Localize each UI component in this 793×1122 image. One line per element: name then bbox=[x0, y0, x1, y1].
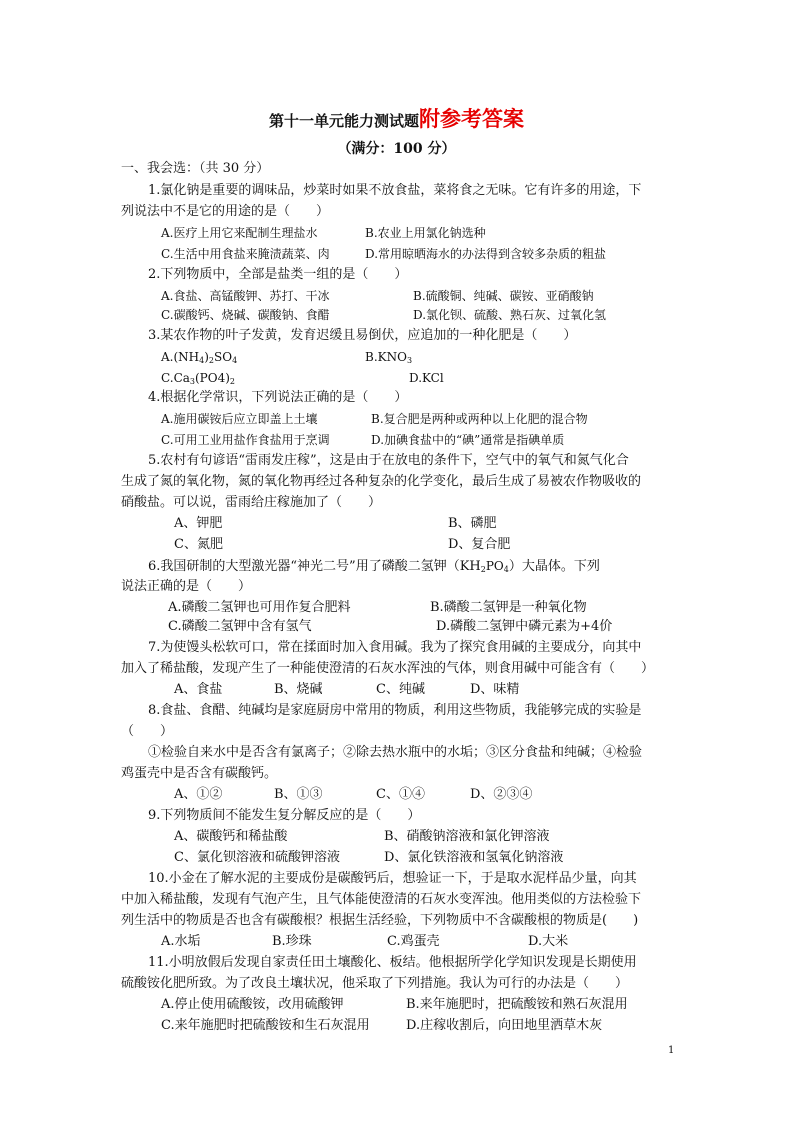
q3-option-d: D.KCl bbox=[409, 371, 444, 385]
q4-option-d: D.加碘食盐中的“碘”通常是指碘单质 bbox=[371, 433, 565, 447]
q11-stem-line2: 硫酸铵化肥所致。为了改良土壤状况，他采取了下列措施。我认为可行的办法是（ ） bbox=[121, 976, 629, 991]
q8-option-d: D、②③④ bbox=[470, 787, 533, 802]
q11-option-b: B.来年施肥时，把硫酸铵和熟石灰混用 bbox=[406, 997, 628, 1012]
title-highlight: 附参考答案 bbox=[419, 106, 524, 131]
q9-option-b: B、硝酸钠溶液和氯化钾溶液 bbox=[384, 829, 550, 844]
q10-stem-line1: 10.小金在了解水泥的主要成份是碳酸钙后，想验证一下，于是取水泥样品少量，向其 bbox=[148, 871, 637, 886]
q10-option-c: C.鸡蛋壳 bbox=[387, 934, 440, 949]
q6-option-c: C.磷酸二氢钾中含有氢气 bbox=[168, 619, 312, 634]
q8-items-line2: 鸡蛋壳中是否含有碳酸钙。 bbox=[121, 766, 278, 781]
title-main: 第十一单元能力测试题 bbox=[268, 112, 419, 130]
q4-option-c: C.可用工业用盐作食盐用于烹调 bbox=[161, 433, 330, 447]
q6-option-b: B.磷酸二氢钾是一种氧化物 bbox=[430, 600, 587, 615]
q3-stem: 3.某农作物的叶子发黄，发育迟缓且易倒伏，应追加的一种化肥是（ ） bbox=[148, 328, 577, 343]
q9-option-c: C、氯化钡溶液和硫酸钾溶液 bbox=[174, 850, 340, 865]
q3-option-c: $C.Ca_3(PO4)_2$ bbox=[161, 371, 236, 386]
q1-stem-line1: 1.氯化钠是重要的调味品，炒菜时如果不放食盐，菜将食之无味。它有许多的用途，下 bbox=[148, 183, 642, 198]
q11-option-a: A.停止使用硫酸铵，改用硫酸钾 bbox=[161, 997, 344, 1012]
q11-option-c: C.来年施肥时把硫酸铵和生石灰混用 bbox=[161, 1018, 370, 1033]
q3-option-b: $B.KNO_3$ bbox=[365, 350, 413, 365]
q3-option-a: $A.(NH_4)_2SO_4$ bbox=[161, 350, 238, 365]
q1-option-d: D.常用晾晒海水的办法得到含较多杂质的粗盐 bbox=[365, 247, 607, 261]
q4-option-a: A.施用碳铵后应立即盖上土壤 bbox=[161, 412, 318, 426]
q9-stem: 9.下列物质间不能发生复分解反应的是（ ） bbox=[148, 808, 421, 823]
q2-option-d: D.氯化钡、硫酸、熟石灰、过氧化氢 bbox=[413, 308, 607, 322]
q1-option-a: A.医疗上用它来配制生理盐水 bbox=[161, 226, 318, 240]
q9-option-a: A、碳酸钙和稀盐酸 bbox=[174, 829, 288, 844]
q11-stem-line1: 11.小明放假后发现自家责任田土壤酸化、板结。他根据所学化学知识发现是长期使用 bbox=[148, 955, 637, 970]
q7-option-a: A、食盐 bbox=[174, 682, 223, 697]
q5-stem-line3: 硝酸盐。可以说，雷雨给庄稼施加了（ ） bbox=[121, 495, 382, 510]
section-heading: 一、我会选：（共 30 分） bbox=[121, 161, 270, 176]
q1-option-b: B.农业上用氯化钠选种 bbox=[365, 226, 486, 240]
q8-option-b: B、①③ bbox=[274, 787, 323, 802]
q9-option-d: D、氯化铁溶液和氢氧化钠溶液 bbox=[384, 850, 564, 865]
q2-stem: 2.下列物质中，全部是盐类一组的是（ ） bbox=[148, 267, 408, 282]
q5-option-d: D、复合肥 bbox=[448, 537, 511, 552]
q4-stem: 4.根据化学常识，下列说法正确的是（ ） bbox=[148, 390, 408, 405]
q11-option-d: D.庄稼收割后，向田地里洒草木灰 bbox=[406, 1018, 603, 1033]
q7-option-c: C、纯碱 bbox=[376, 682, 425, 697]
q6-stem-line1: 6.我国研制的大型激光器“神光二号”用了磷酸二氢钾$(KH_2PO_4)$大晶体。下列 bbox=[148, 559, 600, 574]
q7-stem-line2: 加入了稀盐酸，发现产生了一种能使澄清的石灰水浑浊的气体，则食用碱中可能含有（ ） bbox=[121, 661, 655, 676]
q2-option-a: A.食盐、高锰酸钾、苏打、干冰 bbox=[161, 289, 330, 303]
q5-option-c: C、氮肥 bbox=[174, 537, 223, 552]
q10-option-a: A.水垢 bbox=[161, 934, 201, 949]
q7-option-d: D、味精 bbox=[470, 682, 520, 697]
q7-stem-line1: 7.为使馒头松软可口，常在揉面时加入食用碱。我为了探究食用碱的主要成分，向其中 bbox=[148, 640, 642, 655]
q6-option-d: D.磷酸二氢钾中磷元素为+4价 bbox=[436, 619, 613, 634]
q6-option-a: A.磷酸二氢钾也可用作复合肥料 bbox=[168, 600, 351, 615]
q7-option-b: B、烧碱 bbox=[274, 682, 323, 697]
q2-option-b: B.硫酸铜、纯碱、碳铵、亚硝酸钠 bbox=[413, 289, 594, 303]
q8-items-line1: ①检验自来水中是否含有氯离子；②除去热水瓶中的水垢；③区分食盐和纯碱；④检验 bbox=[148, 745, 643, 760]
q2-option-c: C.碳酸钙、烧碱、碳酸钠、食醋 bbox=[161, 308, 330, 322]
page-subtitle: （满分：100 分） bbox=[337, 141, 456, 157]
q8-stem-line1: 8.食盐、食醋、纯碱均是家庭厨房中常用的物质，利用这些物质，我能够完成的实验是 bbox=[148, 703, 642, 718]
q10-stem-line2: 中加入稀盐酸，发现有气泡产生，且气体能使澄清的石灰水变浑浊。他用类似的方法检验下 bbox=[121, 892, 642, 907]
q5-option-b: B、磷肥 bbox=[448, 516, 497, 531]
page-title bbox=[0, 103, 793, 133]
q8-option-a: A、①② bbox=[174, 787, 223, 802]
q6-stem-line2: 说法正确的是（ ） bbox=[121, 579, 252, 594]
q5-option-a: A、钾肥 bbox=[174, 516, 223, 531]
q1-stem-line2: 列说法中不是它的用途的是（ ） bbox=[121, 204, 330, 219]
q1-option-c: C.生活中用食盐来腌渍蔬菜、肉 bbox=[161, 247, 330, 261]
q10-stem-line3: 列生活中的物质是否也含有碳酸根？根据生活经验，下列物质中不含碳酸根的物质是( ) bbox=[121, 913, 639, 928]
q10-option-b: B.珍珠 bbox=[272, 934, 312, 949]
q8-stem-line2: （ ） bbox=[121, 724, 174, 739]
q5-stem-line2: 生成了氮的氧化物，氮的氧化物再经过各种复杂的化学变化，最后生成了易被农作物吸收的 bbox=[121, 474, 642, 489]
q5-stem-line1: 5.农村有句谚语“雷雨发庄稼”，这是由于在放电的条件下，空气中的氧气和氮气化合 bbox=[148, 453, 629, 468]
page-number: 1 bbox=[668, 1045, 675, 1056]
q8-option-c: C、①④ bbox=[376, 787, 425, 802]
q10-option-d: D.大米 bbox=[528, 934, 569, 949]
q4-option-b: B.复合肥是两种或两种以上化肥的混合物 bbox=[371, 412, 588, 426]
